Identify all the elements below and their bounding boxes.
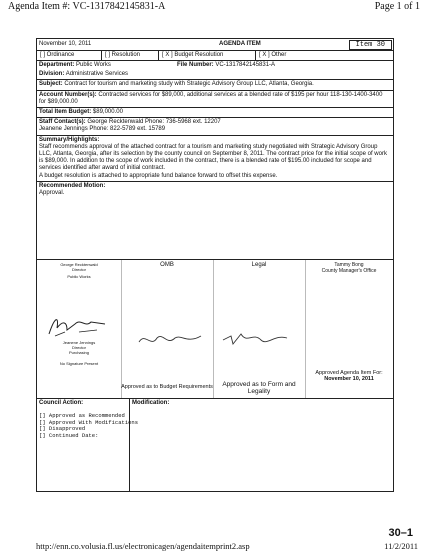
- council-action-label: Council Action:: [39, 399, 84, 406]
- summary-text: Staff recommends approval of the attached contract for a tourism and marketing study negotiated with Strategic Advisory Group LLC, Atlanta, Georgia, after its selection by the county council on September 8, 2011. The contract price for the initial scope of work is $89,000. In addition to the scope of work included in the contract, there is a blended rate of $195.00 included for scope and services identified after award of initial contract.: [39, 143, 387, 172]
- modification-column: [130, 399, 393, 491]
- division-row: [37, 70, 393, 80]
- budget-label: Total Item Budget:: [39, 109, 92, 116]
- approved-agenda-text: Approved Agenda Item For:: [315, 369, 383, 376]
- approved-agenda-date: November 10, 2011: [324, 376, 374, 383]
- check-budget-resolution: [ X ] Budget Resolution: [159, 51, 256, 60]
- motion-value: Approval.: [39, 190, 65, 197]
- director-signature-block: [37, 262, 121, 279]
- council-option-disapproved: [] Disapproved: [39, 425, 86, 433]
- check-ordinance: [ ] Ordinance: [37, 51, 102, 60]
- purchasing-title: Director: [71, 344, 86, 350]
- division-value: Administrative Services: [65, 71, 129, 78]
- account-row: [37, 91, 393, 108]
- staff-contact-2: Jeanene Jennings Phone: 822-5789 ext. 15789: [39, 126, 166, 133]
- account-value: Contracted services for $89,000, additional services at a blended rate of $195 per hour 118-130-1400-3400 for $89,000.00: [39, 91, 383, 105]
- council-option-modifications: [] Approved With Modifications: [39, 418, 139, 426]
- footer-date: 11/2/2011: [384, 541, 418, 551]
- item-number: Item 30: [349, 40, 392, 50]
- approved-agenda-block: [305, 370, 393, 383]
- page-number: 30–1: [388, 527, 413, 539]
- director-signature-image: [45, 314, 115, 340]
- agenda-label: AGENDA ITEM: [219, 40, 261, 47]
- divider: [213, 260, 214, 398]
- subject-row: [37, 80, 393, 90]
- purchasing-signature-block: [37, 340, 121, 366]
- director-dept: Public Works: [67, 273, 91, 279]
- council-section: [37, 399, 393, 491]
- omb-signature-image: [137, 330, 203, 350]
- footer-url: http://enn.co.volusia.fl.us/electronicagen/agendaitemprint2.asp: [36, 541, 250, 551]
- council-option-continued: [] Continued Date:: [39, 431, 99, 439]
- manager-title: County Manager's Office: [321, 267, 377, 274]
- file-number-label: File Number:: [177, 62, 214, 68]
- file-number-value: VC-1317842145831-A: [215, 62, 276, 68]
- account-label: Account Number(s):: [39, 91, 97, 98]
- summary-text-2: A budget resolution is attached to appropriate fund balance forward to offset this expense.: [39, 172, 278, 179]
- motion-row: [37, 182, 393, 260]
- summary-row: [37, 136, 393, 182]
- staff-contact-1: George Recktenwald Phone: 736-5968 ext. 12207: [87, 119, 221, 126]
- department-label: Department:: [39, 62, 75, 68]
- summary-label: Summary/Highlights:: [39, 136, 100, 143]
- division-label: Division:: [39, 71, 65, 78]
- agenda-form: [36, 38, 394, 492]
- signature-area: [37, 260, 393, 399]
- motion-label: Recommended Motion:: [39, 182, 106, 189]
- budget-row: [37, 108, 393, 118]
- legal-heading: Legal: [251, 261, 267, 268]
- purchasing-name: Jeanene Jennings: [62, 339, 96, 345]
- modification-label: Modification:: [132, 399, 170, 406]
- staff-label: Staff Contact(s):: [39, 119, 86, 126]
- budget-value: $89,000.00: [92, 109, 123, 116]
- manager-block: [305, 262, 393, 274]
- agenda-date: November 10, 2011: [39, 40, 92, 47]
- omb-heading: OMB: [160, 261, 174, 268]
- divider: [121, 260, 122, 398]
- department-row: [37, 61, 393, 70]
- purchasing-dept: Purchasing: [68, 349, 89, 355]
- type-checkboxes: [37, 51, 393, 61]
- director-name: George Recktenwald: [60, 261, 98, 267]
- subject-value: Contract for tourism and marketing study with Strategic Advisory Group LLC, Atlanta, Georgia.: [64, 81, 314, 88]
- approved-legal-text: Approved as to Form and Legality: [222, 380, 296, 396]
- staff-row: [37, 118, 393, 135]
- council-option-approved: [] Approved as Recommended: [39, 412, 125, 420]
- department-value: Public Works: [76, 62, 111, 68]
- check-other: [ X ] Other: [259, 52, 287, 58]
- director-title: Director: [71, 266, 86, 272]
- check-resolution: [ ] Resolution: [102, 51, 159, 60]
- legal-signature-image: [221, 330, 291, 350]
- subject-label: Subject:: [39, 81, 63, 88]
- manager-name: Tammy Bong: [334, 261, 364, 268]
- page-header-pagecount: Page 1 of 1: [374, 1, 420, 12]
- no-signature-note: No Signature Present: [59, 360, 99, 366]
- page-header-title: Agenda Item #: VC-1317842145831-A: [8, 1, 166, 12]
- form-topline: [37, 39, 393, 51]
- approved-budget-text: Approved as to Budget Requirements: [121, 383, 213, 390]
- council-action-column: [37, 399, 139, 491]
